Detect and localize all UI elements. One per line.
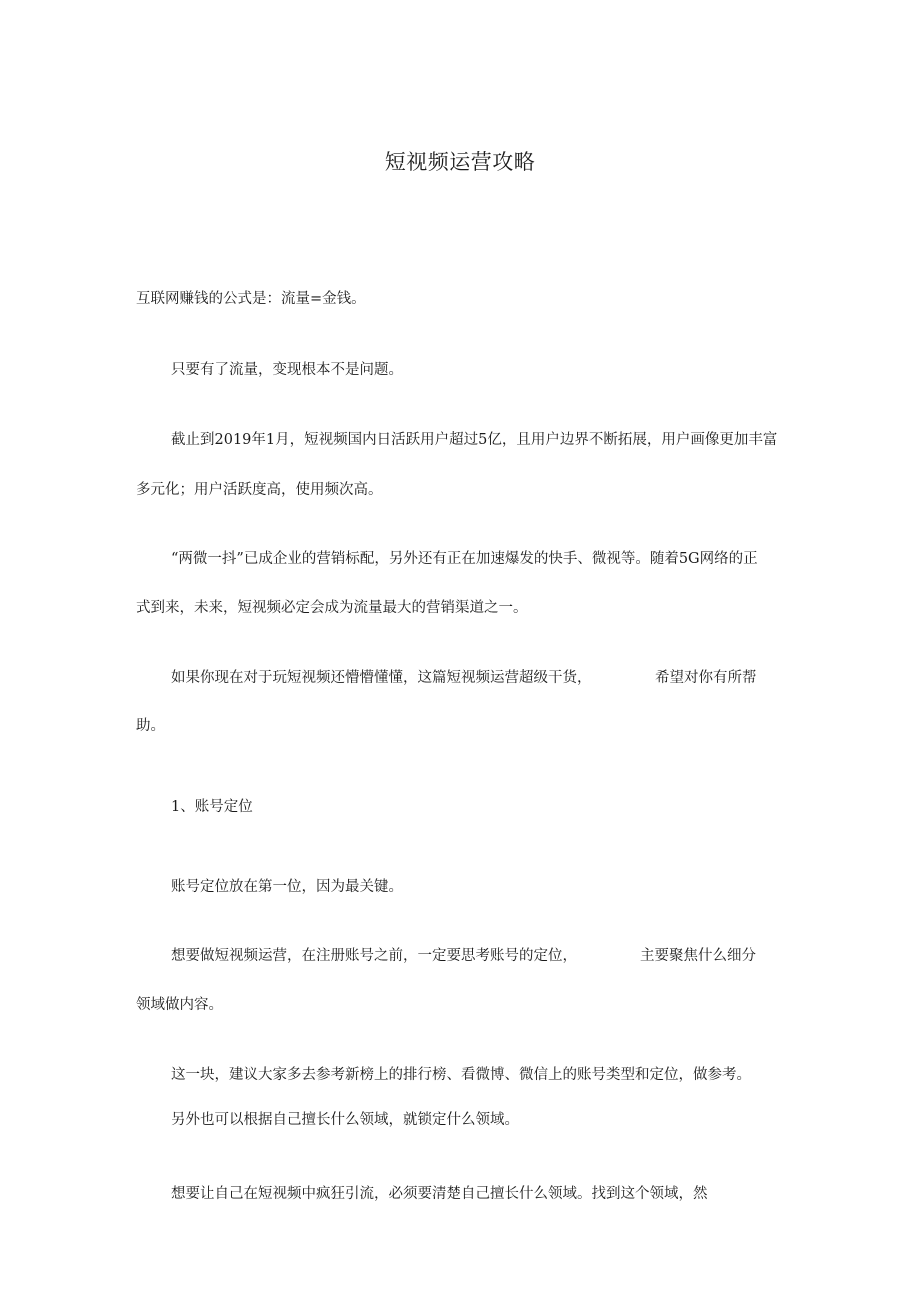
paragraph-line: 想要让自己在短视频中疯狂引流，必须要清楚自己擅长什么领域。找到这个领域，然: [171, 1186, 708, 1202]
paragraph-line: 如果你现在对于玩短视频还懵懵懂懂，这篇短视频运营超级干货，: [171, 670, 592, 686]
paragraph-line: 互联网赚钱的公式是：流量=金钱。: [136, 291, 366, 307]
paragraph-line: 领域做内容。: [136, 997, 223, 1013]
paragraph-line: 式到来，未来，短视频必定会成为流量最大的营销渠道之一。: [136, 600, 528, 616]
paragraph-line: 只要有了流量，变现根本不是问题。: [171, 362, 403, 378]
paragraph-line: 截止到2019年1月，短视频国内日活跃用户超过5亿，且用户边界不断拓展，用户画像更加丰富: [171, 432, 778, 448]
paragraph-line: “两微一抖”已成企业的营销标配，另外还有正在加速爆发的快手、微视等。随着5G网络的正: [171, 551, 758, 567]
paragraph-line: 助。: [136, 718, 165, 734]
paragraph-line: 主要聚焦什么细分: [640, 948, 756, 964]
paragraph-line: 希望对你有所帮: [655, 670, 757, 686]
paragraph-line: 这一块，建议大家多去参考新榜上的排行榜、看微博、微信上的账号类型和定位，做参考。: [171, 1067, 751, 1083]
paragraph-line: 多元化；用户活跃度高，使用频次高。: [136, 482, 383, 498]
section-heading: 1、账号定位: [171, 799, 253, 815]
paragraph-line: 另外也可以根据自己擅长什么领域，就锁定什么领域。: [171, 1112, 519, 1128]
paragraph-line: 账号定位放在第一位，因为最关键。: [171, 879, 403, 895]
paragraph-line: 想要做短视频运营，在注册账号之前，一定要思考账号的定位，: [171, 948, 577, 964]
document-title: 短视频运营攻略: [384, 150, 536, 174]
